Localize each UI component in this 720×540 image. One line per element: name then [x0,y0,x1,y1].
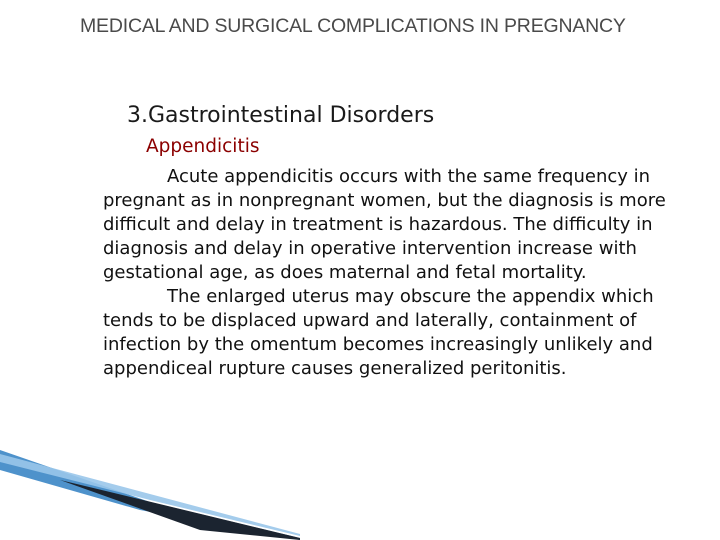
subsection-heading: Appendicitis [146,136,260,157]
swoosh-light-band [0,454,300,536]
body-paragraph: The enlarged uterus may obscure the appendix which tends to be displaced upward and laterally, containment of infection by the omentum becomes increasingly unlikely and appendiceal rupture causes generalized peritonitis. [103,286,654,379]
swoosh-dark-band [60,480,300,540]
slide-title: MEDICAL AND SURGICAL COMPLICATIONS IN PREGNANCY [80,15,626,37]
decorative-swoosh [0,440,300,540]
body-text [103,165,703,381]
body-paragraph: Acute appendicitis occurs with the same frequency in pregnant as in nonpregnant women, but the diagnosis is more difficult and delay in treatment is hazardous. The difficulty in diagnosis and delay in operative intervention increase with gestational age, as does maternal and fetal mortality. [103,166,666,283]
section-heading: 3.Gastrointestinal Disorders [127,103,435,128]
